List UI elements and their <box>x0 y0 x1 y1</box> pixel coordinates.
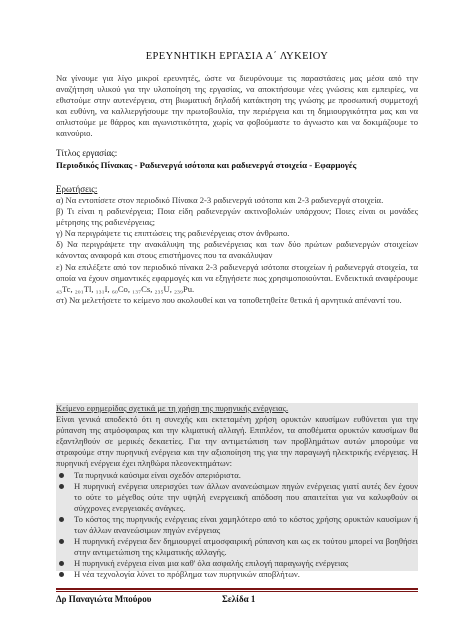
question-a: α) Να εντοπίσετε στον περιοδικό Πίνακα 2-3 ραδιενεργά ισότοπα και 2-3 ραδιενεργά στοιχεία. <box>56 195 384 205</box>
footer-rule-thin <box>56 591 418 592</box>
question-f: στ) Να μελετήσετε το κείμενο που ακολουθεί και να τοποθετηθείτε θετικά ή αρνητικά απέναντί του. <box>56 294 402 305</box>
advantages-list <box>56 470 418 581</box>
list-item: Τα πυρηνικά καύσιμα είναι σχεδόν απεριόριστα. <box>56 470 418 481</box>
footer-author: Δρ Παναγιώτα Μπούρου <box>56 594 152 604</box>
bullet-icon <box>59 484 64 489</box>
list-item: Η πυρηνική ενέργεια υπερισχύει των άλλων ανανεώσιμων πηγών ενέργειας γιατί αυτές δεν έχουν το ούτε το μέγεθος ούτε την υψηλή ενεργειακή απόδοση που απαιτείται για να καλυφθούν οι σύγχρονες ενεργειακές ανάγκες. <box>56 481 418 514</box>
newspaper-text-box <box>56 403 418 580</box>
bullet-icon <box>59 473 64 478</box>
list-item: Το κόστος της πυρηνικής ενέργειας είναι χαμηλότερο από το κόστος χρήσης ορυκτών καυσίμων ή των άλλων ανανεώσιμων πηγών ενέργειας <box>56 514 418 536</box>
topic-label: Τίτλος εργασίας: <box>56 148 118 158</box>
question-d: δ) Να περιγράψετε την ανακάλυψη της ραδιενέργειας και των δύο πρώτων ραδιενεργών στοιχείων κάνοντας αναφορά και στους επιστήμονες που τα ανακάλυψαν <box>56 239 418 261</box>
question-e: ε) Να επιλέξετε από τον περιοδικό πίνακα 2-3 ραδιενεργά ισότοπα στοιχείων ή ραδιενεργά στοιχεία, τα οποία να έχουν σημαντικές εφαρμογές και να εξηγήσετε πως χρησιμοποιούνται. Ενδεικτικά αναφέρουμε ₄₃Tc, ₂₀₁Tl, ₁₃₁I, ₆₀Co, ₁₃₇Cs, ₂₃₅U, ₂₃₉Pu. <box>56 261 418 294</box>
question-b: β) Τι είναι η ραδιενέργεια; Ποια είδη ραδιενεργών ακτινοβολιών υπάρχουν; Ποιες είναι οι μονάδες μέτρησης της ραδιενέργειας; <box>56 206 418 228</box>
list-item: Η νέα τεχνολογία λύνει το πρόβλημα των πυρηνικών αποβλήτων. <box>56 569 418 580</box>
intro-paragraph: Να γίνουμε για λίγο μικροί ερευνητές, ώστε να διευρύνουμε τις παραστάσεις μας μέσα από την αναζήτηση υλικού για την υλοποίηση της εργασίας, να αποκτήσουμε νέες γνώσεις και εμπειρίες, να εθιστούμε στην αυτενέργεια, στη βιωματική δηλαδή κατάκτηση της γνώσης με προσωπική συμμετοχή και ευθύνη, να καλλιεργήσουμε την πρωτοβουλία, την περιέργεια και τη δημιουργικότητα μας και να οπλιστούμε με θάρρος και αγωνιστικότητα, χωρίς να φοβούμαστε το άγνωστο και να δοκιμάζουμε το καινούριο. <box>56 73 418 139</box>
bullet-icon <box>59 517 64 522</box>
document-title: ΕΡΕΥΝΗΤΙΚΗ ΕΡΓΑΣΙΑ Α΄ ΛΥΚΕΙΟΥ <box>145 51 329 62</box>
footer-page-number: Σελίδα 1 <box>222 594 256 604</box>
questions-label: Ερωτήσεις: <box>56 184 98 194</box>
questions-list <box>56 195 418 306</box>
question-c: γ) Να περιγράψετε τις επιπτώσεις της ραδιενέργειας στον άνθρωπο. <box>56 228 290 239</box>
bullet-icon <box>59 539 64 544</box>
list-item: Η πυρηνική ενέργεια δεν δημιουργεί ατμοσφαιρική ρύπανση και ως εκ τούτου μπορεί να βοηθήσει στην αντιμετώπιση της κλιματικής αλλαγής. <box>56 536 418 558</box>
bullet-icon <box>59 561 64 566</box>
bullet-icon <box>59 572 64 577</box>
footer-rule-thick <box>56 588 418 590</box>
box-paragraph: Είναι γενικά αποδεκτό ότι η συνεχής και εκτεταμένη χρήση ορυκτών καυσίμων ευθύνεται για την ρύπανση της ατμόσφαιρας και την κλιματική αλλαγή. Επιπλέον, τα αποθέματα ορυκτών καυσίμων θα εξαντληθούν σε μερικές δεκαετίες. Για την αντιμετώπιση των προβλημάτων αυτών μπορούμε να στραφούμε στην πυρηνική ενέργεια και την αξιοποίηση της για την παραγωγή ηλεκτρικής ενέργειας. Η πυρηνική ενέργεια έχει πληθώρα πλεονεκτημάτων: <box>56 414 418 469</box>
topic-title: Περιοδικός Πίνακας - Ραδιενεργά ισότοπα και ραδιενεργά στοιχεία - Εφαρμογές <box>56 160 357 170</box>
list-item: Η πυρηνική ενέργεια είναι μια καθ' όλα ασφαλής επιλογή παραγωγής ενέργειας <box>56 558 418 569</box>
box-heading: Κείμενο εφημερίδας σχετικά με τη χρήση της πυρηνικής ενέργειας. <box>56 403 289 413</box>
